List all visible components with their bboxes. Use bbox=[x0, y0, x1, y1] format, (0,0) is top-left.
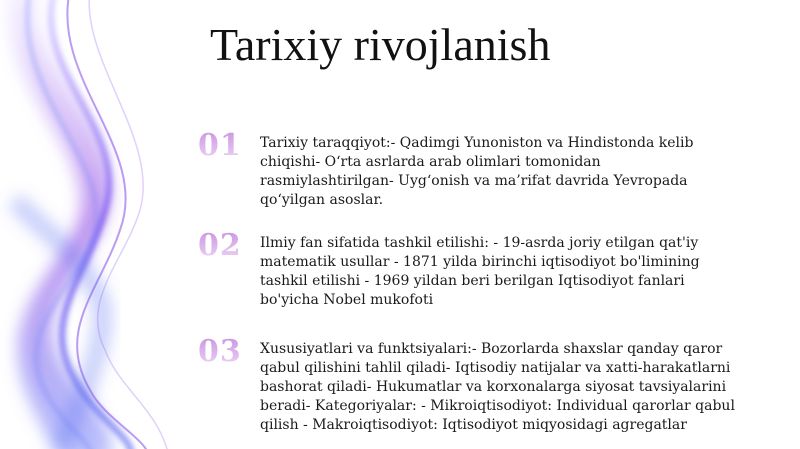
purple-smoke-wave-icon bbox=[0, 0, 230, 449]
item-text: Xususiyatlari va funktsiyalari:- Bozorlarda shaxslar qanday qaror qabul qilishini tahlil qiladi- Iqtisodiy natijalar va xatti-harakatlarni bashorat qiladi- Hukumatlar va korxonalarga siyosat tavsiyalarini beradi- Kategoriyalar: - Mikroiqtisodiyot: Individual qarorlar qabul qilish - Makroiqtisodiyot: Iqtisodiyot miqyosidagi agregatlar bbox=[260, 341, 735, 433]
item-number: 02 bbox=[198, 228, 242, 263]
item-number: 03 bbox=[198, 334, 242, 369]
slide-title: Tarixiy rivojlanish bbox=[210, 19, 551, 70]
item-text: Tarixiy taraqqiyot:- Qadimgi Yunoniston va Hindistonda kelib chiqishi- O‘rta asrlarda arab olimlari tomonidan rasmiylashtirilgan- Uyg‘onish va ma’rifat davrida Yevropada qo‘yilgan asoslar. bbox=[260, 135, 694, 208]
item-number: 01 bbox=[198, 128, 242, 163]
item-text: Ilmiy fan sifatida tashkil etilishi: - 19-asrda joriy etilgan qat'iy matematik usullar - 1871 yilda birinchi iqtisodiyot bo'limining tashkil etilishi - 1969 yildan beri berilgan Iqtisodiyot fanlari bo'yicha Nobel mukofoti bbox=[260, 235, 700, 308]
